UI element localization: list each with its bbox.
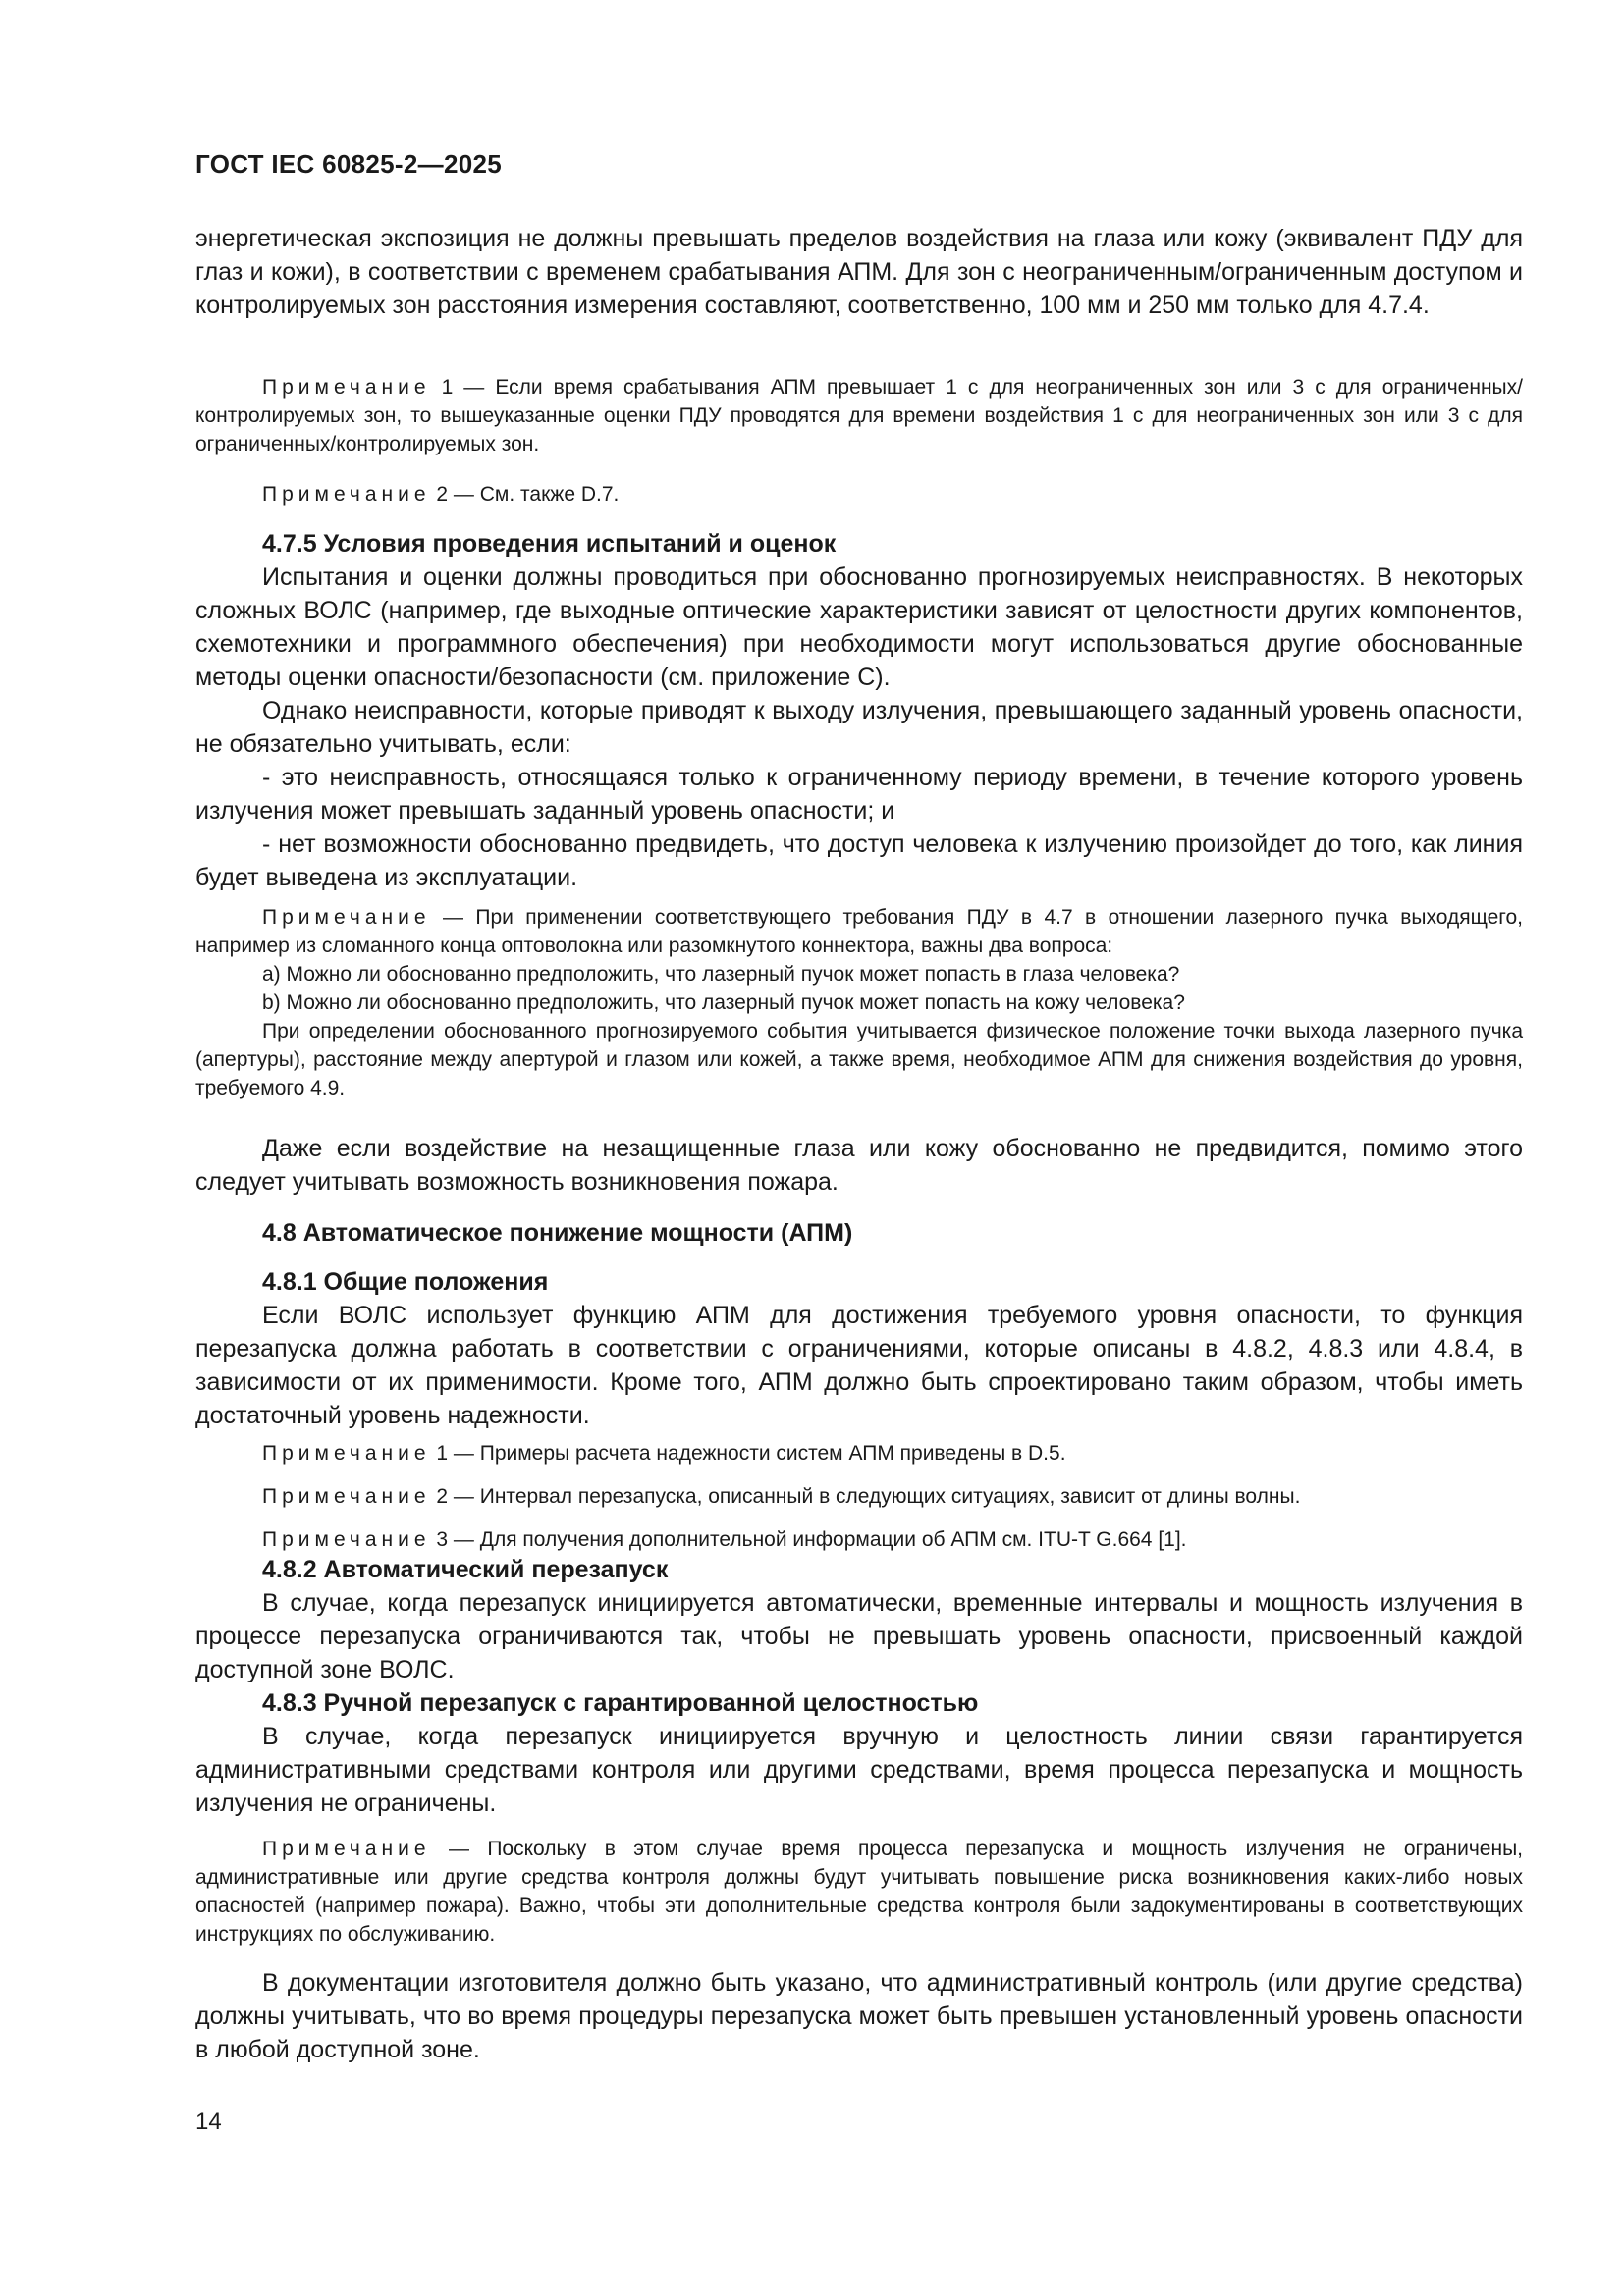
note-text: 2 — Интервал перезапуска, описанный в следующих ситуациях, зависит от длины волны. bbox=[430, 1485, 1301, 1508]
note-label: Примечание bbox=[262, 906, 431, 929]
paragraph: Испытания и оценки должны проводиться при обоснованно прогнозируемых неисправностях. В некоторых сложных ВОЛС (например, где выходные оптические характеристики зависят от целостности других компонентов, схемотехники и программного обеспечения) при необходимости могут использоваться другие обоснованные методы оценки опасности/безопасности (см. приложение С). bbox=[195, 563, 1523, 691]
section-4-8-2 bbox=[195, 1553, 1523, 1686]
page-number: 14 bbox=[195, 2109, 222, 2135]
note-label: Примечание bbox=[262, 1442, 431, 1465]
note-label: Примечание bbox=[262, 483, 431, 506]
section-4-8-3-note bbox=[195, 1835, 1523, 1949]
section-heading: 4.8.2 Автоматический перезапуск bbox=[262, 1556, 669, 1583]
section-4-8 bbox=[195, 1216, 1523, 1250]
note-text: 1 — Если время срабатывания АПМ превышает 1 с для неограниченных зон или 3 с для ограниченных/контролируемых зон, то вышеуказанные оценки ПДУ проводятся для времени воздействия 1 с для неограниченных зон или 3 с для ограниченных/контролируемых зон. bbox=[195, 376, 1523, 455]
list-item: - нет возможности обоснованно предвидеть, что доступ человека к излучению произойдет до того, как линия будет выведена из эксплуатации. bbox=[195, 830, 1523, 891]
note-label: Примечание bbox=[262, 1528, 431, 1551]
section-heading: 4.8.1 Общие положения bbox=[262, 1268, 549, 1296]
section-4-8-3-closing bbox=[195, 1966, 1523, 2066]
note-text: — При применении соответствующего требования ПДУ в 4.7 в отношении лазерного пучка выходящего, например из сломанного конца оптоволокна или разомкнутого коннектора, важны два вопроса: bbox=[195, 906, 1523, 957]
note-text: 1 — Примеры расчета надежности систем АПМ приведены в D.5. bbox=[430, 1442, 1066, 1465]
section-heading: 4.7.5 Условия проведения испытаний и оценок bbox=[262, 530, 837, 558]
section-4-8-1-notes bbox=[195, 1439, 1523, 1554]
section-4-7-5-note bbox=[195, 903, 1523, 1102]
paragraph: В случае, когда перезапуск инициируется автоматически, временные интервалы и мощность излучения в процессе перезапуска ограничиваются так, чтобы не превышать уровень опасности, присвоенный каждой доступной зоне ВОЛС. bbox=[195, 1589, 1523, 1683]
paragraph: В документации изготовителя должно быть указано, что административный контроль (или другие средства) должны учитывать, что во время процедуры перезапуска может быть превышен установленный уровень опасности в любой доступной зоне. bbox=[195, 1969, 1523, 2063]
paragraph: Если ВОЛС использует функцию АПМ для достижения требуемого уровня опасности, то функция перезапуска должна работать в соответствии с ограничениями, которые описаны в 4.8.2, 4.8.3 или 4.8.4, в зависимости от их применимости. Кроме того, АПМ должно быть спроектировано таким образом, чтобы иметь достаточный уровень надежности. bbox=[195, 1302, 1523, 1429]
intro-paragraph: энергетическая экспозиция не должны превышать пределов воздействия на глаза или кожу (эквивалент ПДУ для глаз и кожи), в соответствии с временем срабатывания АПМ. Для зон с неограниченным/ограниченным доступом и контролируемых зон расстояния измерения составляют, соответственно, 100 мм и 250 мм только для 4.7.4. bbox=[195, 225, 1523, 319]
list-item: - это неисправность, относящаяся только к ограниченному периоду времени, в течение которого уровень излучения может превышать заданный уровень опасности; и bbox=[195, 764, 1523, 825]
section-heading: 4.8 Автоматическое понижение мощности (АПМ) bbox=[262, 1219, 853, 1247]
section-4-8-1 bbox=[195, 1265, 1523, 1432]
note-text: — Поскольку в этом случае время процесса перезапуска и мощность излучения не ограничены, административные или другие средства контроля должны будут учитывать повышение риска возникновения каких-либо новых опасностей (например пожара). Важно, чтобы эти дополнительные средства контроля были задокументированы в соответствующих инструкциях по обслуживанию. bbox=[195, 1838, 1523, 1946]
note-2 bbox=[195, 480, 1523, 508]
document-header: ГОСТ IEC 60825-2—2025 bbox=[195, 149, 502, 179]
section-4-8-3 bbox=[195, 1686, 1523, 1820]
note-question-b: b) Можно ли обоснованно предположить, что лазерный пучок может попасть на кожу человека? bbox=[262, 991, 1185, 1014]
paragraph: Однако неисправности, которые приводят к выходу излучения, превышающего заданный уровень опасности, не обязательно учитывать, если: bbox=[195, 697, 1523, 758]
note-label: Примечание bbox=[262, 1838, 431, 1860]
note-label: Примечание bbox=[262, 1485, 431, 1508]
intro-paragraph-block bbox=[195, 222, 1523, 322]
note-paragraph: При определении обоснованного прогнозируемого события учитывается физическое положение точки выхода лазерного пучка (апертуры), расстояние между апертурой и глазом или кожей, а также время, необходимое АПМ для снижения воздействия до уровня, требуемого 4.9. bbox=[195, 1020, 1523, 1099]
note-label: Примечание bbox=[262, 376, 431, 399]
note-1 bbox=[195, 373, 1523, 458]
note-question-a: a) Можно ли обоснованно предположить, что лазерный пучок может попасть в глаза человека? bbox=[262, 963, 1180, 986]
paragraph: В случае, когда перезапуск инициируется вручную и целостность линии связи гарантируется административными средствами контроля или другими средствами, время процесса перезапуска и мощность излучения не ограничены. bbox=[195, 1723, 1523, 1817]
section-4-7-5 bbox=[195, 527, 1523, 894]
note-text: 3 — Для получения дополнительной информации об АПМ см. ITU-T G.664 [1]. bbox=[430, 1528, 1187, 1551]
paragraph: Даже если воздействие на незащищенные глаза или кожу обоснованно не предвидится, помимо этого следует учитывать возможность возникновения пожара. bbox=[195, 1135, 1523, 1196]
section-4-7-5-closing bbox=[195, 1132, 1523, 1199]
note-text: 2 — См. также D.7. bbox=[430, 483, 620, 506]
section-heading: 4.8.3 Ручной перезапуск с гарантированной целостностью bbox=[262, 1689, 979, 1717]
